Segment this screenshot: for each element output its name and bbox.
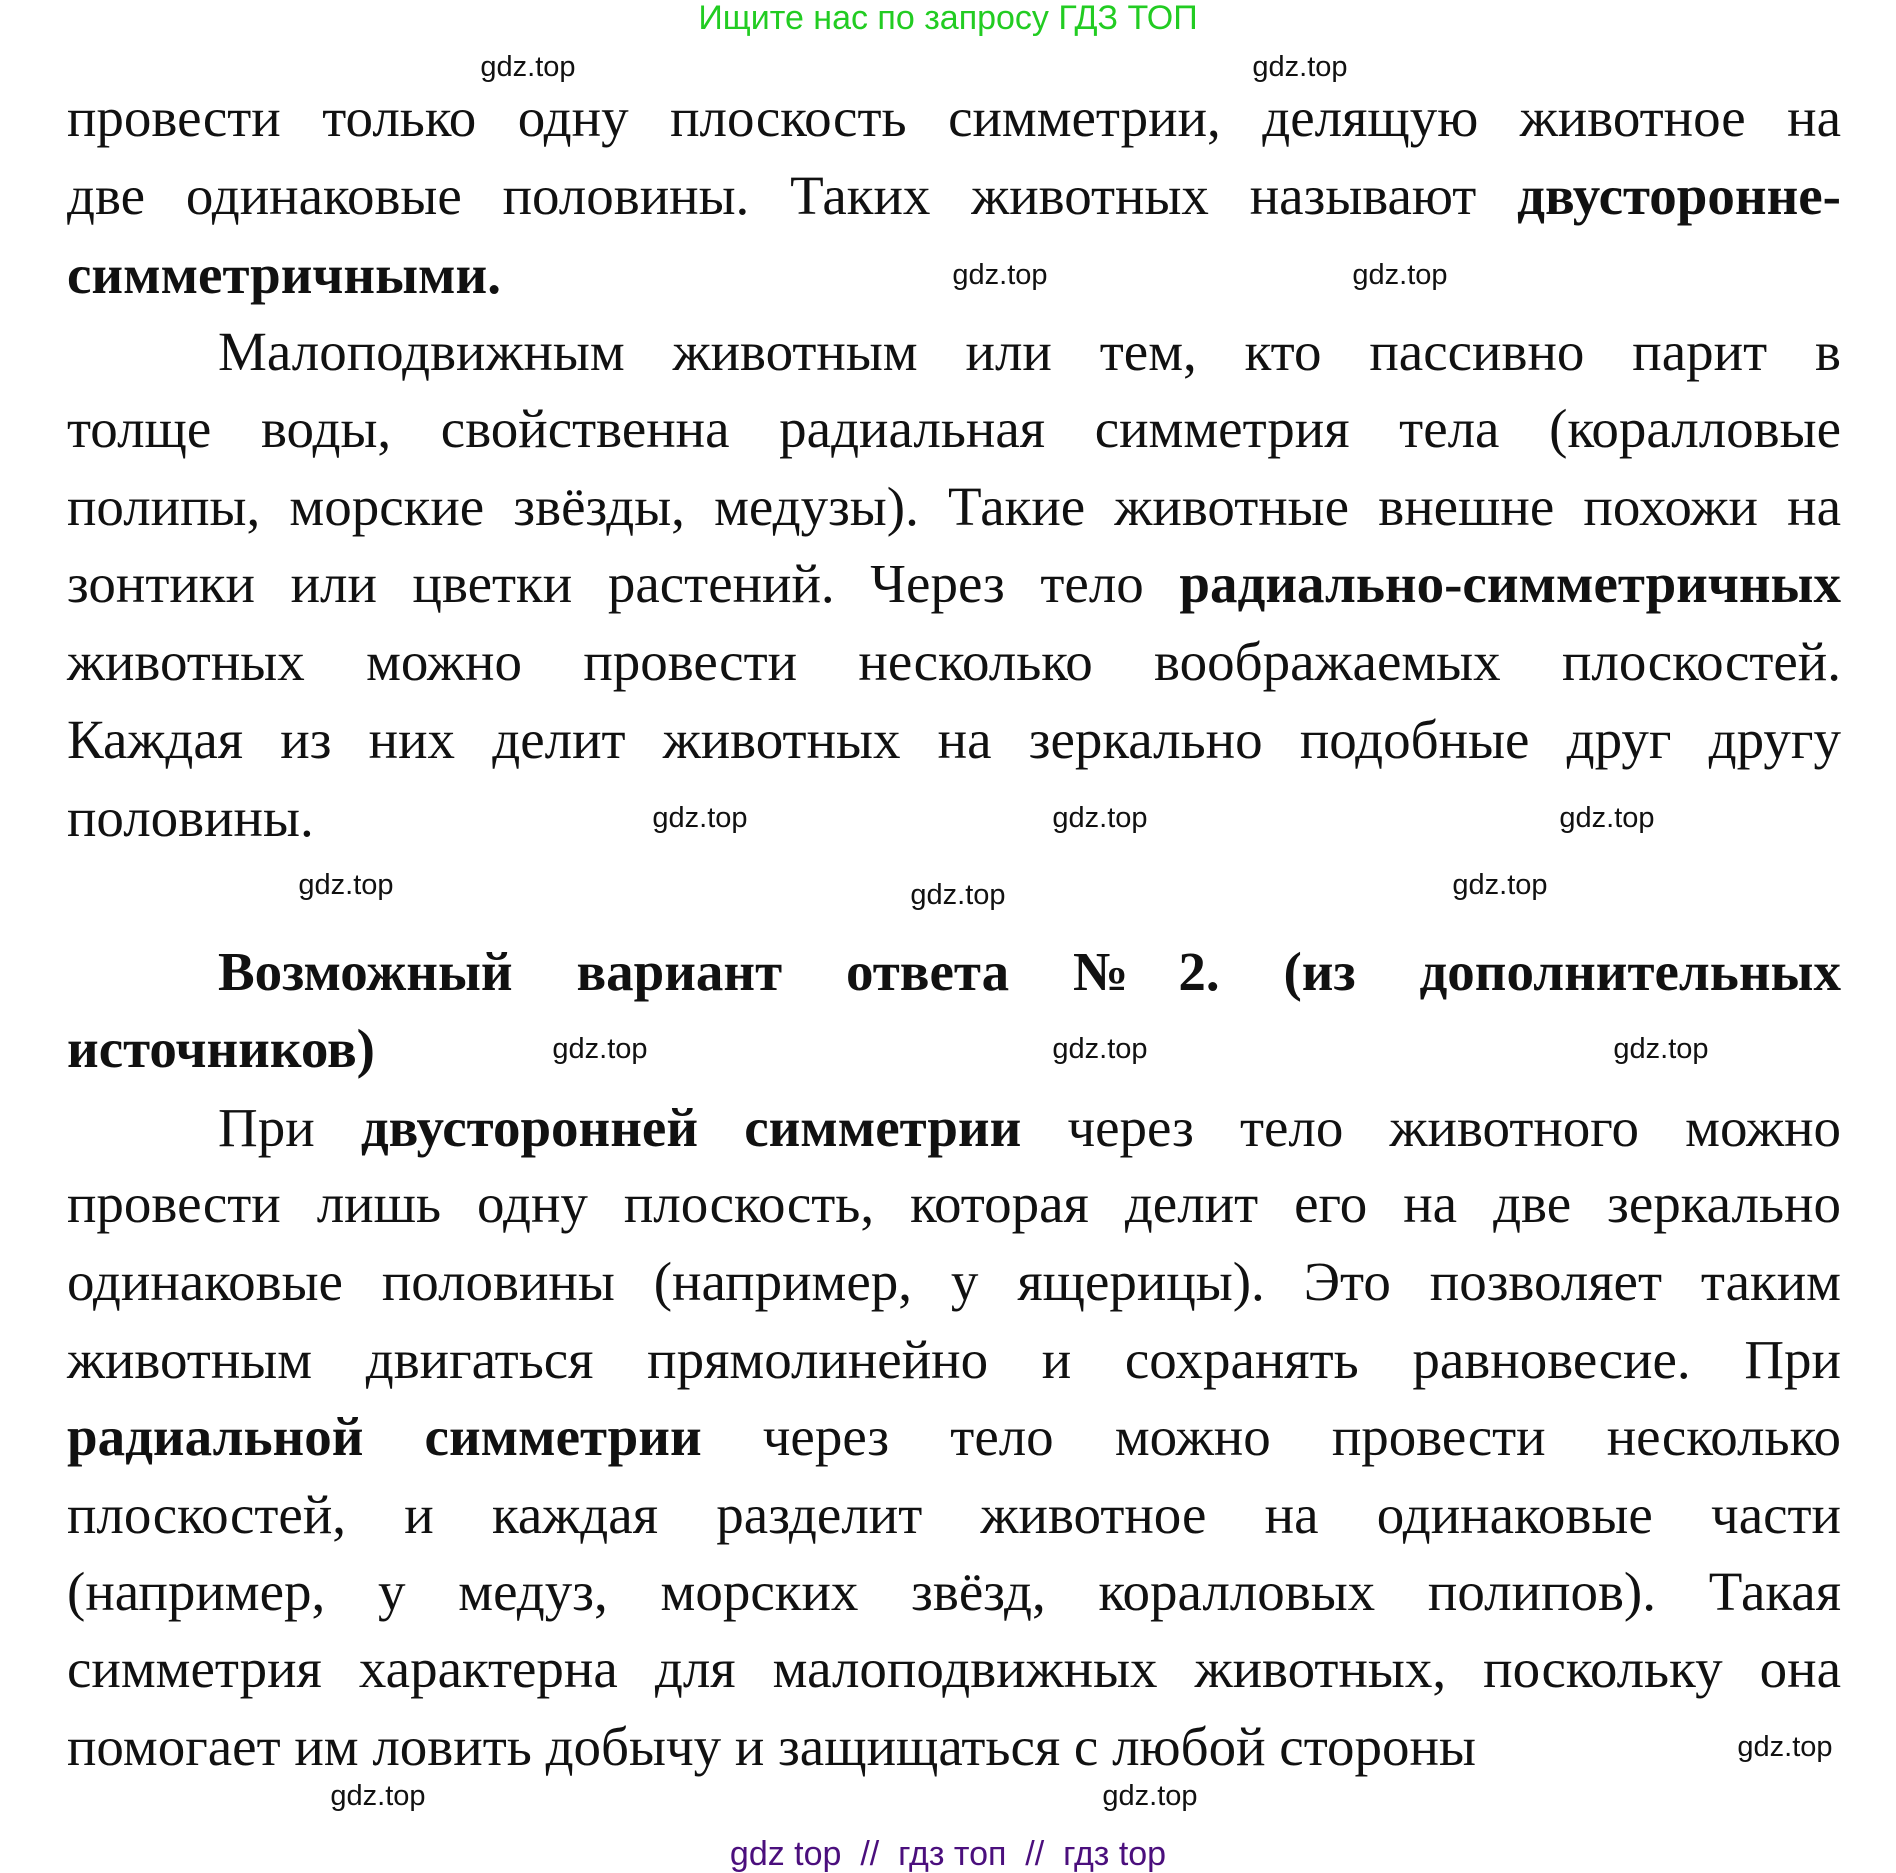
bold-term: радиальной симметрии	[67, 1406, 702, 1467]
text-segment: провести лишь одну плоскость, которая делит его на две зеркально	[67, 1173, 1841, 1234]
text-line	[218, 1096, 1841, 1160]
watermark-text: gdz.top	[480, 51, 576, 83]
watermark-text: gdz.top	[552, 1033, 648, 1065]
watermark-text: gdz.top	[910, 879, 1006, 911]
watermark-text: gdz.top	[1737, 1731, 1833, 1763]
text-segment: животным двигаться прямолинейно и сохранять равновесие. При	[67, 1329, 1841, 1390]
bold-term: двусторонней симметрии	[360, 1097, 1022, 1158]
text-line	[67, 1328, 1841, 1392]
watermark-text: gdz.top	[1252, 51, 1348, 83]
text-segment: полипы, морские звёзды, медузы). Такие животные внешне похожи на	[67, 476, 1841, 537]
text-segment: животных можно провести несколько воображаемых плоскостей.	[67, 631, 1841, 692]
text-line	[67, 786, 314, 850]
text-segment: одинаковые половины (например, у ящерицы). Это позволяет таким	[67, 1251, 1841, 1312]
text-segment: провести только одну плоскость симметрии, делящую животное на	[67, 87, 1841, 148]
text-line	[67, 708, 1841, 772]
text-line	[218, 320, 1841, 384]
text-line	[67, 1405, 1841, 1469]
text-segment: через тело можно провести несколько	[701, 1406, 1841, 1467]
bold-term: симметричными.	[67, 244, 501, 305]
text-segment: плоскостей, и каждая разделит животное на одинаковые части	[67, 1484, 1841, 1545]
text-segment: две одинаковые половины. Таких животных называют	[67, 165, 1518, 226]
text-line	[67, 1172, 1841, 1236]
search-banner: Ищите нас по запросу ГДЗ ТОП	[698, 0, 1198, 37]
text-segment: через тело животного можно	[1021, 1097, 1842, 1158]
text-line	[67, 1560, 1841, 1624]
text-line	[67, 630, 1841, 694]
watermark-text: gdz.top	[1613, 1033, 1709, 1065]
answer-heading-line	[218, 940, 1841, 1004]
bold-term: двусторонне-	[1517, 165, 1841, 226]
text-segment: (например, у медуз, морских звёзд, коралловых полипов). Такая	[67, 1561, 1841, 1622]
text-line	[67, 243, 501, 307]
watermark-text: gdz.top	[1052, 1033, 1148, 1065]
text-segment: Каждая из них делит животных на зеркально подобные друг другу	[67, 709, 1841, 770]
text-segment: Малоподвижным животным или тем, кто пассивно парит в	[218, 321, 1841, 382]
bold-term: источников)	[67, 1018, 375, 1079]
text-segment: толще воды, свойственна радиальная симметрия тела (коралловые	[67, 398, 1841, 459]
text-line	[67, 475, 1841, 539]
text-line	[67, 86, 1841, 150]
answer-heading-line	[67, 1017, 375, 1081]
text-segment: помогает им ловить добычу и защищаться с любой стороны	[67, 1716, 1476, 1777]
watermark-text: gdz.top	[1452, 869, 1548, 901]
watermark-text: gdz.top	[330, 1780, 426, 1812]
watermark-text: gdz.top	[1559, 802, 1655, 834]
text-segment: симметрия характерна для малоподвижных животных, поскольку она	[67, 1638, 1841, 1699]
watermark-text: gdz.top	[298, 869, 394, 901]
footer-banner: gdz top // гдз топ // гдз top	[729, 1835, 1167, 1873]
watermark-text: gdz.top	[1102, 1780, 1198, 1812]
text-segment: При	[218, 1097, 361, 1158]
text-line	[67, 164, 1841, 228]
text-line	[67, 1250, 1841, 1314]
bold-term: радиально-симметричных	[1179, 553, 1841, 614]
watermark-text: gdz.top	[952, 259, 1048, 291]
watermark-text: gdz.top	[1052, 802, 1148, 834]
text-line	[67, 1715, 1476, 1779]
text-line	[67, 1483, 1841, 1547]
text-segment: половины.	[67, 787, 314, 848]
watermark-text: gdz.top	[652, 802, 748, 834]
bold-term: Возможный вариант ответа №2. (из дополнительных	[218, 941, 1841, 1002]
watermark-text: gdz.top	[1352, 259, 1448, 291]
text-segment: зонтики или цветки растений. Через тело	[67, 553, 1180, 614]
text-line	[67, 1637, 1841, 1701]
text-line	[67, 552, 1841, 616]
text-line	[67, 397, 1841, 461]
